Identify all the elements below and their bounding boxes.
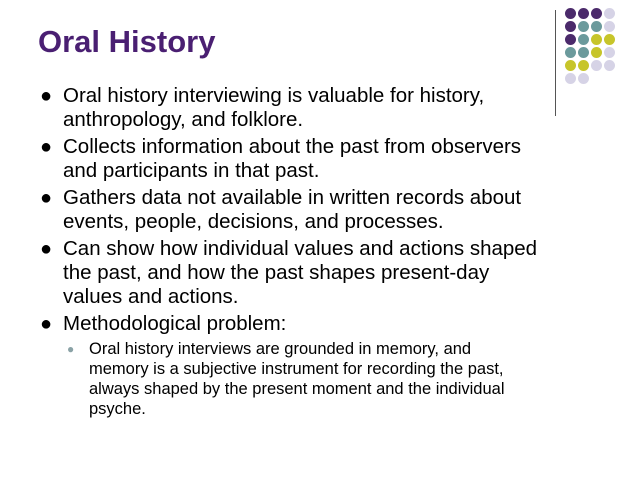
decorative-dot: [565, 34, 576, 45]
bullet-text-line: the past, and how the past shapes present-day: [63, 261, 490, 284]
bullet-text: [63, 312, 620, 336]
slide-title: Oral History: [38, 24, 216, 59]
decorative-dot: [565, 21, 576, 32]
decorative-dot: [565, 73, 576, 84]
bullet-text: [63, 186, 620, 234]
bullet-text-line: memory is a subjective instrument for recording the past,: [89, 360, 504, 378]
bullet-item: [40, 312, 620, 336]
bullet-text-line: Oral history interviewing is valuable for history,: [63, 84, 485, 107]
bullet-text-line: always shaped by the present moment and the individual: [89, 380, 505, 398]
decorative-dot: [578, 60, 589, 71]
bullet-marker-icon: ●: [67, 342, 75, 356]
decorative-dot: [591, 8, 602, 19]
decorative-dot-grid: [565, 8, 637, 94]
bullet-text: [63, 84, 620, 132]
decorative-dot: [578, 8, 589, 19]
bullet-marker-icon: ●: [40, 313, 53, 335]
bullet-text-line: events, people, decisions, and processes.: [63, 210, 444, 233]
decorative-dot: [565, 8, 576, 19]
decorative-dot: [604, 60, 615, 71]
bullet-text-line: Oral history interviews are grounded in memory, and: [89, 340, 472, 358]
bullet-item: [40, 237, 620, 309]
decorative-dot: [591, 60, 602, 71]
decorative-dot: [604, 8, 615, 19]
bullet-text-line: and participants in that past.: [63, 159, 320, 182]
decorative-dot: [578, 73, 589, 84]
bullet-item: [40, 135, 620, 183]
decorative-dot: [604, 34, 615, 45]
bullet-text-line: Gathers data not available in written records about: [63, 186, 522, 209]
decorative-dot: [578, 47, 589, 58]
decorative-dot: [565, 60, 576, 71]
bullet-text: [63, 237, 620, 309]
bullet-item: [40, 186, 620, 234]
decorative-dot: [591, 21, 602, 32]
decorative-dot: [578, 34, 589, 45]
bullet-text-line: Collects information about the past from observers: [63, 135, 522, 158]
bullet-text-line: anthropology, and folklore.: [63, 108, 304, 131]
bullet-marker-icon: ●: [40, 85, 53, 107]
bullet-text: [63, 135, 620, 183]
decorative-dot: [591, 47, 602, 58]
bullet-text-line: Methodological problem:: [63, 312, 287, 335]
decorative-dot: [578, 21, 589, 32]
decorative-dot: [604, 21, 615, 32]
bullet-text-line: Can show how individual values and actions shaped: [63, 237, 538, 260]
decorative-dot: [604, 47, 615, 58]
bullet-text: [89, 339, 620, 419]
sub-bullet-item: [40, 339, 620, 419]
bullet-list: [40, 84, 620, 419]
bullet-text-line: psyche.: [89, 400, 146, 418]
bullet-marker-icon: ●: [40, 136, 53, 158]
bullet-text-line: values and actions.: [63, 285, 239, 308]
bullet-marker-icon: ●: [40, 187, 53, 209]
decorative-dot: [565, 47, 576, 58]
bullet-marker-icon: ●: [40, 238, 53, 260]
bullet-item: [40, 84, 620, 132]
decorative-dot: [591, 34, 602, 45]
